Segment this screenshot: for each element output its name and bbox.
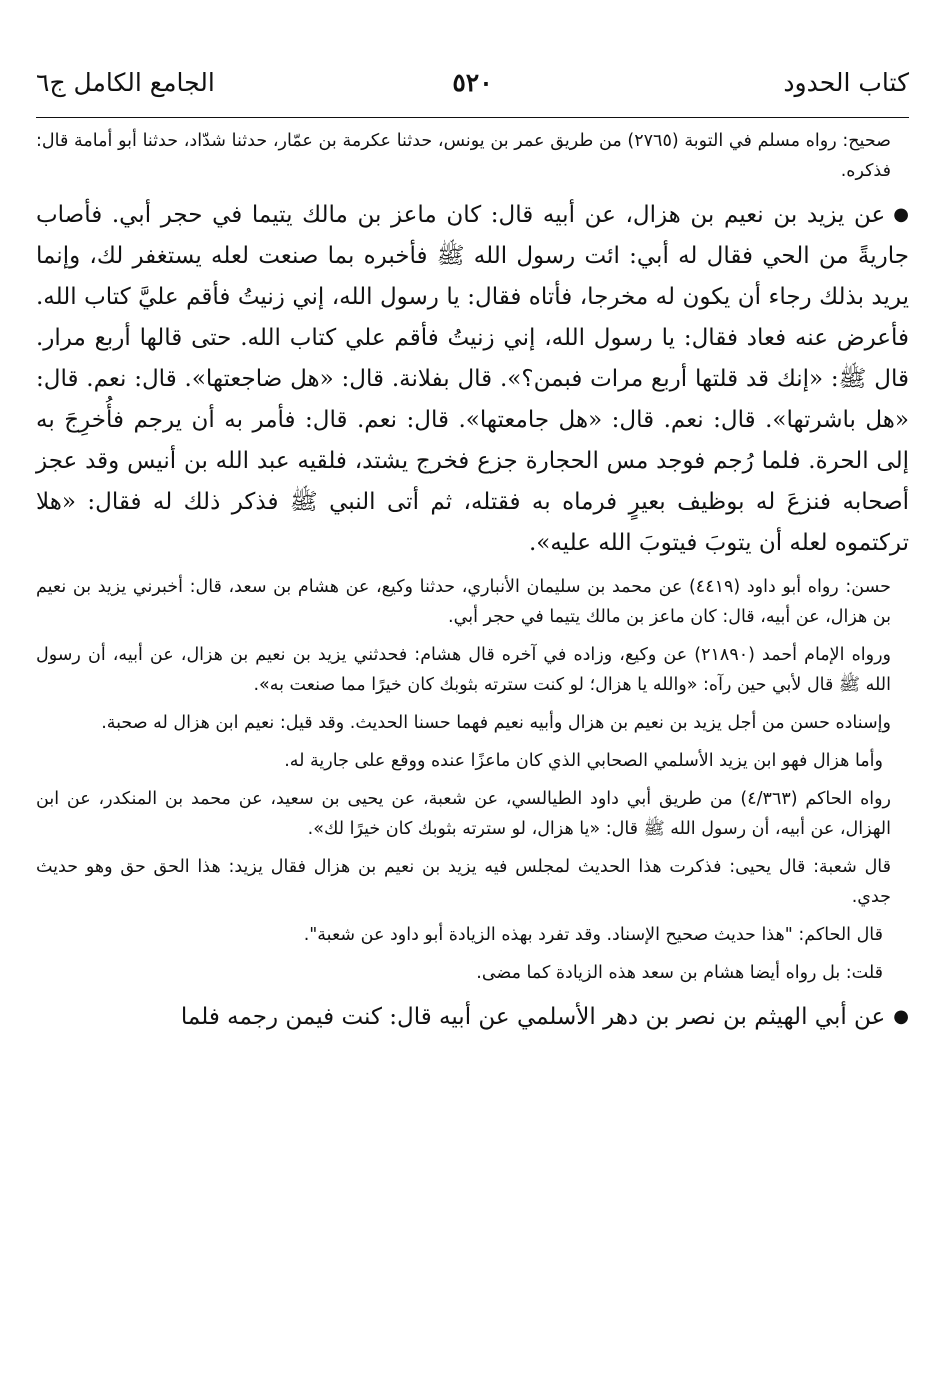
hadith-paragraph	[36, 996, 909, 1038]
bullet-icon: ●	[893, 204, 909, 225]
paragraph-text: عن أبي الهيثم بن نصر بن دهر الأسلمي عن أبيه قال: كنت فيمن رجمه فلما	[180, 1004, 886, 1030]
paragraph-text: قال شعبة: قال يحيى: فذكرت هذا الحديث لمجلس فيه يزيد بن نعيم بن هزال فقال يزيد: هذا الحق حق وهو حديث جدي.	[36, 857, 891, 907]
bullet-icon: ●	[893, 1006, 909, 1027]
takhrij-paragraph	[36, 958, 909, 988]
takhrij-paragraph	[36, 920, 909, 950]
paragraph-text: حسن: رواه أبو داود (٤٤١٩) عن محمد بن سليمان الأنباري، حدثنا وكيع، عن هشام بن سعد، قال: أخبرني يزيد بن نعيم بن هزال، عن أبيه، قال: كان ماعز بن مالك يتيما في حجر أبي.	[36, 577, 891, 627]
takhrij-paragraph	[36, 746, 909, 776]
paragraph-text: صحيح: رواه مسلم في التوبة (٢٧٦٥) من طريق عمر بن يونس، حدثنا عكرمة بن عمّار، حدثنا شدّاد، حدثنا أبو أمامة قال: فذكره.	[36, 131, 891, 181]
takhrij-paragraph	[36, 126, 909, 186]
paragraph-text: وإسناده حسن من أجل يزيد بن نعيم بن هزال وأبيه نعيم فهما حسنا الحديث. وقد قيل: نعيم ابن هزال له صحبة.	[101, 713, 891, 733]
takhrij-paragraph	[36, 708, 909, 738]
paragraph-text: عن يزيد بن نعيم بن هزال، عن أبيه قال: كان ماعز بن مالك يتيما في حجر أبي. فأصاب جاريةً من الحي فقال له أبي: ائت رسول الله ﷺ فأخبره بما صنعت لعله يستغفر لك، وإنما يريد بذلك رجاء أن يكون له مخرجا، فأتاه فقال: يا رسول الله، إني زنيتُ فأقم عليَّ كتاب الله. فأعرض عنه فعاد فقال: يا رسول الله، إني زنيتُ فأقم علي كتاب الله. حتى قالها أربع مرار. قال ﷺ: «إنك قد قلتها أربع مرات فبمن؟». قال بفلانة. قال: «هل ضاجعتها». قال: نعم. قال: «هل باشرتها». قال: نعم. قال: «هل جامعتها». قال: نعم. قال: فأمر به أن يرجم فأُخرِجَ به إلى الحرة. فلما رُجم فوجد مس الحجارة جزع فخرج يشتد، فلقيه عبد الله بن أنيس وقد عجز أصحابه فنزعَ له بوظيف بعيرٍ فرماه به فقتله، ثم أتى النبي ﷺ فذكر ذلك له فقال: «هلا تركتموه لعله أن يتوبَ فيتوبَ الله عليه».	[36, 202, 909, 556]
paragraph-text: قال الحاكم: "هذا حديث صحيح الإسناد. وقد تفرد بهذه الزيادة أبو داود عن شعبة".	[303, 925, 883, 945]
chapter-title: كتاب الحدود	[783, 68, 909, 97]
page-number: ٥٢٠	[452, 68, 493, 97]
book-title: الجامع الكامل ج٦	[36, 68, 215, 97]
page-header	[36, 68, 909, 108]
takhrij-paragraph	[36, 640, 909, 700]
page-body	[36, 126, 909, 1046]
paragraph-text: رواه الحاكم (٤/٣٦٣) من طريق أبي داود الطيالسي، عن شعبة، عن يحيى بن سعيد، عن محمد بن المنكدر، عن ابن الهزال، عن أبيه، أن رسول الله ﷺ قال: «يا هزال، لو سترته بثوبك كان خيرًا لك».	[36, 789, 892, 839]
takhrij-paragraph	[36, 852, 909, 912]
takhrij-paragraph	[36, 572, 909, 632]
takhrij-paragraph	[36, 784, 909, 844]
paragraph-text: وأما هزال فهو ابن يزيد الأسلمي الصحابي الذي كان ماعزًا عنده ووقع على جارية له.	[284, 751, 883, 771]
header-rule	[36, 117, 909, 118]
hadith-paragraph	[36, 194, 909, 564]
paragraph-text: قلت: بل رواه أيضا هشام بن سعد هذه الزيادة كما مضى.	[476, 963, 883, 983]
paragraph-text: ورواه الإمام أحمد (٢١٨٩٠) عن وكيع، وزاده في آخره قال هشام: فحدثني يزيد بن نعيم بن هزال، عن أبيه، أن رسول الله ﷺ قال لأبي حين رآه: «والله يا هزال؛ لو كنت سترته بثوبك كان خيرًا مما صنعت به».	[36, 645, 892, 695]
